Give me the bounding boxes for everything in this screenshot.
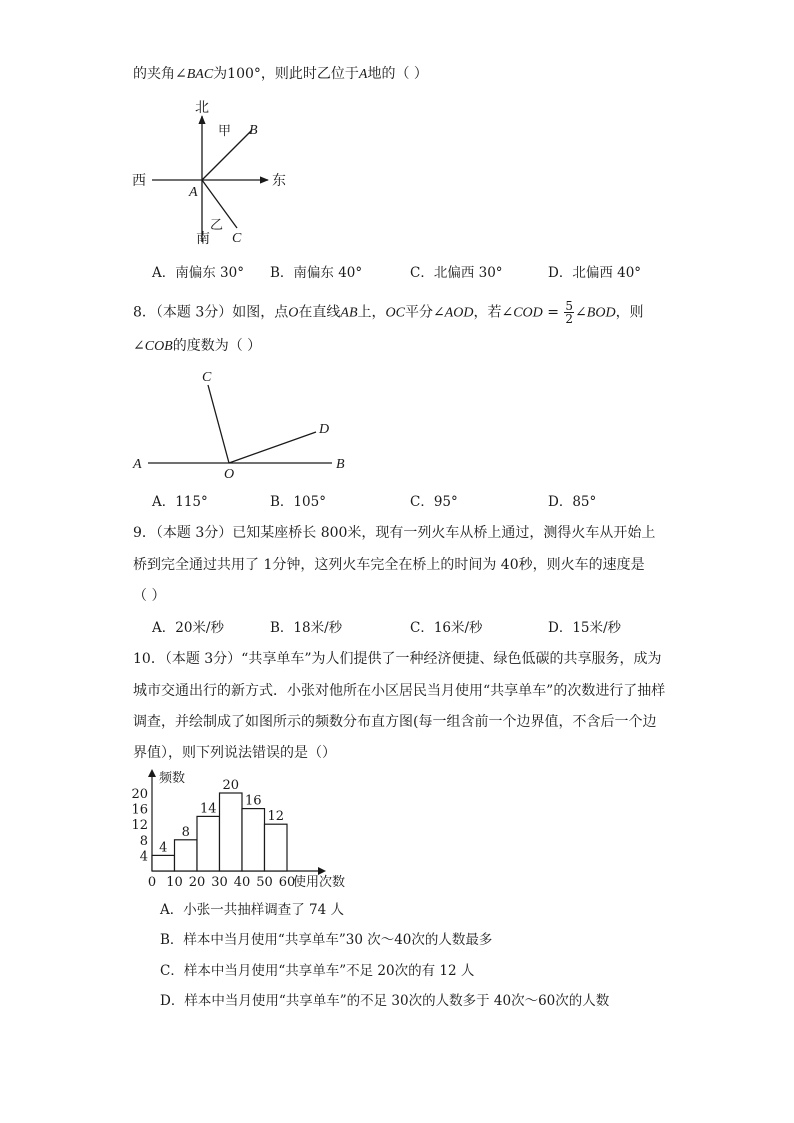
q8-option-d[interactable]: D．85° xyxy=(548,494,597,510)
q8-option-a[interactable]: A．115° xyxy=(152,494,208,510)
q8-text-e: ，若 xyxy=(473,304,502,321)
y-tick-label: 4 xyxy=(139,849,148,865)
label-point-c: C xyxy=(232,231,242,246)
x-tick-label: 60 xyxy=(278,875,296,890)
q8-text-c: 上， xyxy=(357,304,386,321)
label-north: 北 xyxy=(195,100,209,116)
q10-stem-line2: 城市交通出行的新方式．小张对他所在小区居民当月使用“共享单车”的次数进行了抽样 xyxy=(133,683,666,699)
q8-text-d: 平分 xyxy=(404,304,433,321)
x-axis-label: 使用次数 xyxy=(293,875,346,890)
y-tick-label: 16 xyxy=(131,802,148,818)
label-east: 东 xyxy=(272,173,286,189)
fraction-denominator: 2 xyxy=(565,312,574,326)
histogram-bar xyxy=(242,809,265,871)
label-point-c: C xyxy=(202,370,212,385)
x-tick-label: 50 xyxy=(256,875,273,890)
q8-angle-bod: ∠BOD xyxy=(575,305,616,321)
label-point-b: B xyxy=(336,457,345,472)
histogram-bar xyxy=(152,855,175,871)
q8-text-g: 的度数为（ ） xyxy=(172,338,262,354)
q7-stem-prefix: 的夹角 xyxy=(133,66,175,82)
q7-option-c[interactable]: C．北偏西 30° xyxy=(410,265,503,281)
q7-option-b[interactable]: B．南偏东 40° xyxy=(270,265,363,281)
q7-stem-mid2: ，则此时乙位于 xyxy=(260,66,359,82)
q10-stem-line3: 调查，并绘制成了如图所示的频数分布直方图(每一组含前一个边界值，不含后一个边 xyxy=(133,714,657,730)
q7-point-a: A xyxy=(358,67,368,82)
histogram-bar xyxy=(265,824,288,871)
y-axis-arrow xyxy=(148,769,156,777)
q10-option-d[interactable]: D．样本中当月使用“共享单车”的不足 30次的人数多于 40次～60次的人数 xyxy=(160,993,610,1009)
q10-stem-line4: 界值），则下列说法错误的是（） xyxy=(133,745,336,761)
q10-option-a[interactable]: A．小张一共抽样调查了 74 人 xyxy=(160,902,345,918)
q8-line-ab: AB xyxy=(340,305,358,321)
y-tick-label: 12 xyxy=(131,818,148,834)
fraction-numerator: 5 xyxy=(565,299,574,313)
q7-option-a[interactable]: A．南偏东 30° xyxy=(152,265,244,281)
label-west: 西 xyxy=(132,173,146,189)
y-axis-label: 频数 xyxy=(159,771,186,786)
q8-angle-cob: ∠COB xyxy=(133,339,173,354)
q10-option-b[interactable]: B．样本中当月使用“共享单车”30 次～40次的人数最多 xyxy=(160,932,493,948)
q9-option-d[interactable]: D．15米/秒 xyxy=(548,620,622,636)
q8-angle-cod: ∠COD xyxy=(501,305,543,321)
q8-text-a: 8．（本题 3分）如图，点 xyxy=(133,304,289,321)
x-tick-label: 40 xyxy=(233,875,251,890)
q10-option-c[interactable]: C．样本中当月使用“共享单车”不足 20次的有 12 人 xyxy=(160,963,475,979)
q9-option-a[interactable]: A．20米/秒 xyxy=(152,620,224,636)
q8-equals: = xyxy=(542,304,564,321)
bar-value-label: 8 xyxy=(181,824,190,840)
bar-value-label: 4 xyxy=(159,840,168,856)
label-jia: 甲 xyxy=(218,124,232,139)
bar-value-label: 20 xyxy=(222,778,240,793)
x-tick-label: 30 xyxy=(211,875,228,890)
label-point-o: O xyxy=(224,467,235,482)
q8-option-c[interactable]: C．95° xyxy=(410,494,458,510)
q10-stem-line1: 10．（本题 3分）“共享单车”为人们提供了一种经济便捷、绿色低碳的共享服务，成为 xyxy=(133,651,662,667)
q8-text-b: 在直线 xyxy=(298,304,341,321)
q9-stem-line3: （ ） xyxy=(133,588,166,604)
histogram-bar xyxy=(175,840,198,871)
q8-ray-oc: OC xyxy=(385,305,405,321)
y-tick-label: 20 xyxy=(131,787,148,802)
q9-stem-line1: 9．（本题 3分）已知某座桥长 800米，现有一列火车从桥上通过，测得火车从开始上 xyxy=(133,525,656,541)
q9-stem-line2: 桥到完全通过共用了 1分钟，这列火车完全在桥上的时间为 40秒，则火车的速度是 xyxy=(133,557,645,573)
q7-angle-value: 100° xyxy=(227,66,261,82)
y-tick-label: 8 xyxy=(139,833,148,849)
q9-option-b[interactable]: B．18米/秒 xyxy=(270,620,343,636)
q7-option-d[interactable]: D．北偏西 40° xyxy=(548,265,642,281)
x-tick-label: 0 xyxy=(147,875,157,890)
q8-option-b[interactable]: B．105° xyxy=(270,494,326,510)
q7-angle-bac: ∠BAC xyxy=(175,67,214,82)
bar-value-label: 14 xyxy=(199,801,217,817)
label-point-a: A xyxy=(189,185,198,200)
label-point-d: D xyxy=(319,422,330,437)
histogram-bar xyxy=(220,793,243,871)
x-tick-label: 20 xyxy=(188,875,206,890)
q8-text-f: ，则 xyxy=(615,304,644,321)
histogram-bar xyxy=(197,816,220,871)
q8-point-o: O xyxy=(288,305,299,321)
x-tick-label: 10 xyxy=(166,875,183,890)
q8-angle-aod: ∠AOD xyxy=(432,305,474,321)
q7-stem-mid: 为 xyxy=(213,66,228,82)
label-point-a: A xyxy=(133,457,142,472)
label-point-b: B xyxy=(249,123,258,138)
bar-value-label: 16 xyxy=(244,793,262,809)
bar-value-label: 12 xyxy=(267,809,285,825)
x-axis-arrow xyxy=(318,867,326,875)
q7-stem-suffix: 地的（ ） xyxy=(367,66,428,82)
label-yi: 乙 xyxy=(210,218,224,233)
label-south: 南 xyxy=(196,231,210,247)
q9-option-c[interactable]: C．16米/秒 xyxy=(410,620,483,636)
